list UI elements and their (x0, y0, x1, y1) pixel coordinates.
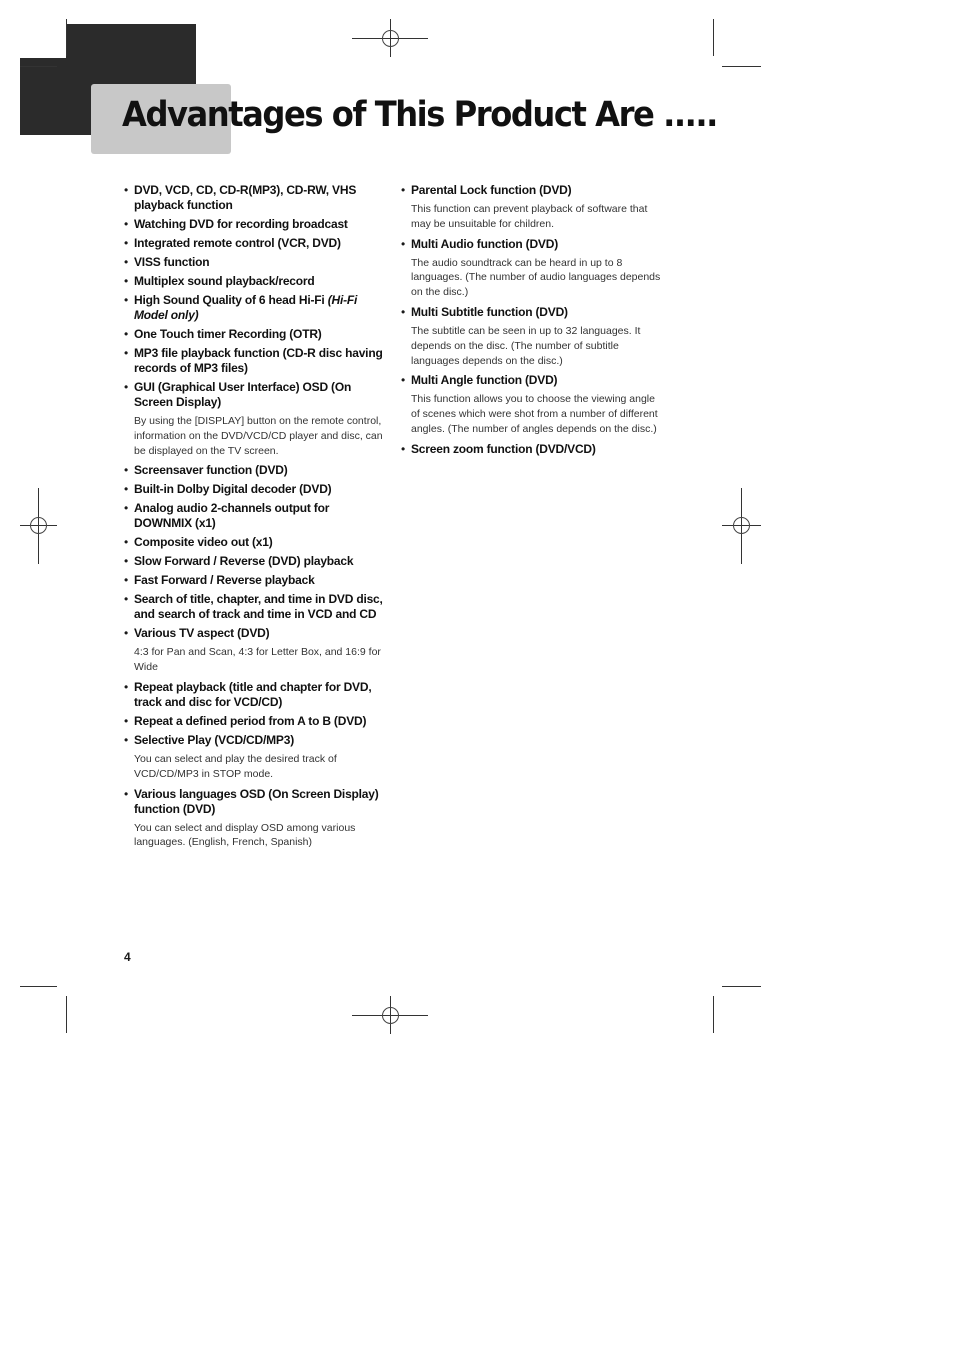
feature-label-text: Fast Forward / Reverse playback (134, 573, 315, 588)
bullet-icon: • (401, 373, 406, 388)
feature-note: This function can prevent playback of software that may be unsuitable for children. (411, 203, 648, 230)
registration-mark-icon (382, 1007, 399, 1024)
bullet-icon: • (124, 679, 129, 694)
registration-mark-icon (733, 517, 750, 534)
bullet-icon: • (124, 293, 129, 307)
feature-label-text: Analog audio 2-channels output for DOWNMIX (x1) (134, 501, 330, 531)
feature-label (134, 183, 386, 213)
feature-label-text: Composite video out (x1) (134, 535, 273, 550)
feature-item (124, 501, 386, 531)
feature-label-text: Screensaver function (DVD) (134, 463, 288, 478)
crop-mark (20, 986, 57, 987)
feature-label (134, 255, 386, 270)
feature-label-text: VISS function (134, 255, 210, 269)
feature-label-text: GUI (Graphical User Interface) OSD (On Screen Display) (134, 380, 352, 409)
feature-label-text: Multi Audio function (DVD) (411, 236, 558, 251)
feature-label-text: Parental Lock function (DVD) (411, 183, 572, 197)
bullet-icon: • (124, 732, 129, 747)
feature-label (134, 482, 386, 497)
feature-label (134, 346, 386, 376)
feature-item (401, 373, 663, 437)
feature-label-text: Multi Angle function (DVD) (411, 373, 558, 388)
bullet-icon: • (124, 592, 129, 607)
bullet-icon: • (124, 236, 129, 250)
feature-label-text: Slow Forward / Reverse (DVD) playback (134, 554, 354, 569)
feature-label (134, 327, 386, 342)
feature-label-text: Selective Play (VCD/CD/MP3) (134, 732, 294, 747)
feature-label-text: Repeat a defined period from A to B (DVD) (134, 713, 367, 728)
registration-mark-icon (382, 30, 399, 47)
feature-note: The subtitle can be seen in up to 32 languages. It depends on the disc. (The number of subtitle languages depends on the disc.) (411, 324, 641, 367)
feature-label (411, 305, 663, 320)
feature-label (411, 237, 663, 252)
feature-item (401, 183, 663, 233)
feature-label-text: Various TV aspect (DVD) (134, 626, 270, 641)
bullet-icon: • (124, 573, 129, 588)
feature-item (124, 346, 386, 376)
right-feature-column (401, 183, 663, 461)
bullet-icon: • (401, 236, 406, 251)
feature-note: By using the [DISPLAY] button on the remote control, information on the DVD/VCD/CD player and disc, can be displayed on the TV screen. (134, 415, 383, 457)
feature-label (134, 787, 386, 817)
feature-item (124, 463, 386, 478)
bullet-icon: • (401, 441, 406, 456)
registration-mark-icon (30, 517, 47, 534)
bullet-icon: • (124, 463, 129, 478)
bullet-icon: • (124, 380, 129, 394)
feature-item (124, 733, 386, 783)
feature-item (124, 554, 386, 569)
feature-label (134, 714, 386, 729)
bullet-icon: • (124, 626, 129, 641)
page-title: Advantages of This Product Are ..... (122, 95, 717, 135)
bullet-icon: • (124, 535, 129, 550)
crop-mark (722, 986, 761, 987)
feature-note: The audio soundtrack can be heard in up to 8 languages. (The number of audio languages depends on the disc.) (411, 256, 661, 299)
feature-note: You can select and play the desired track of VCD/CD/MP3 in STOP mode. (134, 752, 337, 780)
crop-mark (20, 66, 57, 67)
feature-label-text: One Touch timer Recording (OTR) (134, 327, 322, 341)
feature-item (124, 535, 386, 550)
bullet-icon: • (124, 274, 129, 288)
feature-label-text: Repeat playback (title and chapter for DVD, track and disc for VCD/CD) (134, 679, 372, 709)
feature-item (124, 714, 386, 729)
feature-label (134, 680, 386, 710)
bullet-icon: • (124, 255, 129, 269)
header-notch (20, 24, 66, 58)
crop-mark (713, 19, 714, 56)
feature-label-italic: (Hi-Fi Model only) (134, 293, 358, 322)
bullet-icon: • (124, 554, 129, 569)
bullet-icon: • (124, 482, 129, 497)
header-notch-band (20, 58, 66, 66)
page-number: 4 (124, 950, 131, 964)
feature-note: You can select and display OSD among various languages. (English, French, Spanish) (134, 821, 356, 849)
feature-item (124, 217, 386, 232)
feature-label-text: Search of title, chapter, and time in DVD disc, and search of track and time in VCD and CD (134, 592, 383, 622)
feature-label (134, 380, 386, 410)
feature-item (124, 482, 386, 497)
feature-item (124, 380, 386, 459)
feature-item (124, 787, 386, 852)
feature-label (411, 442, 663, 457)
feature-item (124, 255, 386, 270)
feature-item (124, 293, 386, 323)
bullet-icon: • (124, 217, 129, 231)
feature-item (124, 626, 386, 676)
feature-item (401, 305, 663, 369)
feature-item (124, 680, 386, 710)
feature-label (134, 733, 386, 748)
feature-item (124, 236, 386, 251)
feature-label (411, 373, 663, 388)
crop-mark (66, 19, 67, 56)
feature-label (134, 554, 386, 569)
bullet-icon: • (124, 713, 129, 728)
feature-label-text: High Sound Quality of 6 head Hi-Fi (134, 293, 325, 307)
feature-label (134, 535, 386, 550)
feature-label (134, 463, 386, 478)
bullet-icon: • (124, 183, 129, 197)
bullet-icon: • (124, 786, 129, 801)
bullet-icon: • (124, 327, 129, 341)
feature-note: This function allows you to choose the viewing angle of scenes which were shot from a number of different angles. (The number of angles depends on the disc.) (411, 393, 658, 435)
left-feature-column (124, 183, 386, 855)
feature-label-text: Various languages OSD (On Screen Display) function (DVD) (134, 786, 379, 816)
feature-label (134, 592, 386, 622)
feature-label (134, 217, 386, 232)
feature-label-text: Screen zoom function (DVD/VCD) (411, 441, 596, 456)
feature-item (124, 573, 386, 588)
feature-item (401, 237, 663, 301)
feature-label-text: Built-in Dolby Digital decoder (DVD) (134, 482, 332, 497)
feature-label-text: MP3 file playback function (CD-R disc having records of MP3 files) (134, 346, 383, 375)
feature-label-text: Multiplex sound playback/record (134, 274, 315, 288)
feature-label-text: DVD, VCD, CD, CD-R(MP3), CD-RW, VHS playback function (134, 183, 357, 212)
feature-label (134, 236, 386, 251)
feature-item (124, 274, 386, 289)
feature-note: 4:3 for Pan and Scan, 4:3 for Letter Box, and 16:9 for Wide (134, 646, 381, 674)
bullet-icon: • (124, 346, 129, 360)
crop-mark (713, 996, 714, 1033)
crop-mark (722, 66, 761, 67)
crop-mark (66, 996, 67, 1033)
bullet-icon: • (124, 501, 129, 516)
feature-label (134, 501, 386, 531)
feature-label-text: Integrated remote control (VCR, DVD) (134, 236, 341, 250)
feature-label (134, 573, 386, 588)
feature-label (411, 183, 663, 198)
bullet-icon: • (401, 183, 406, 197)
feature-item (124, 592, 386, 622)
feature-item (124, 327, 386, 342)
feature-label-text: Multi Subtitle function (DVD) (411, 304, 568, 319)
feature-label (134, 274, 386, 289)
feature-label (134, 626, 386, 641)
feature-item (401, 442, 663, 457)
feature-label (134, 293, 386, 323)
feature-item (124, 183, 386, 213)
feature-label-text: Watching DVD for recording broadcast (134, 217, 348, 231)
bullet-icon: • (401, 304, 406, 319)
